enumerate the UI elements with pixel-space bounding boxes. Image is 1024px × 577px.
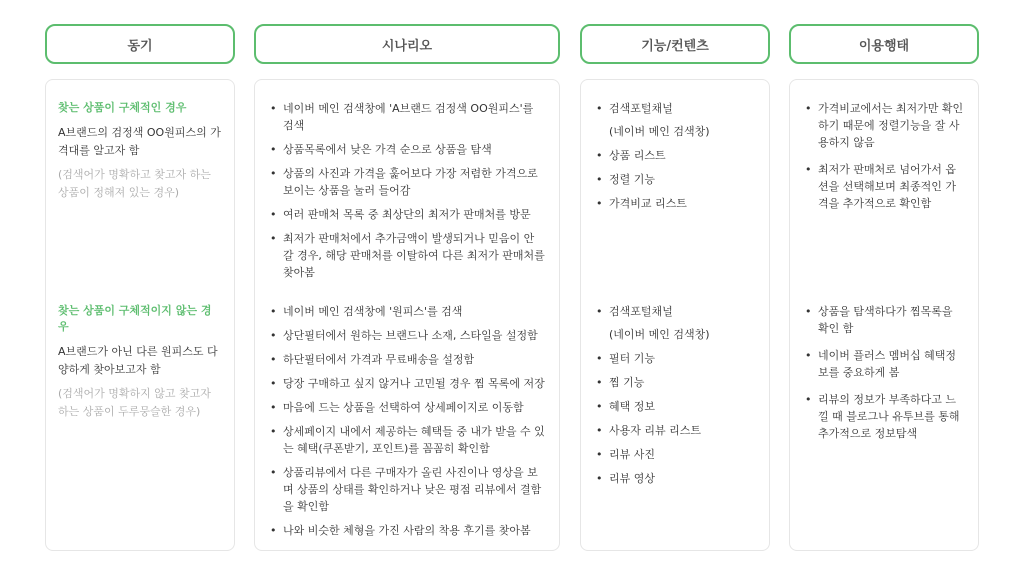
list-item: • 상세페이지 내에서 제공하는 혜택들 중 내가 받을 수 있는 혜택(쿠폰받기, 포인트)를 꼼꼼히 확인함: [270, 425, 545, 455]
behavior-nonspecific-list: [802, 303, 966, 442]
motive-specific-desc: A브랜드의 검정색 OO원피스의 가격대를 알고자 함: [58, 126, 221, 157]
list-item-text: (네이버 메인 검색창): [609, 125, 710, 138]
list-item: • 네이버 플러스 멤버십 혜택정보를 중요하게 봄: [805, 349, 957, 379]
list-item-text: 마음에 드는 상품을 선택하여 상세페이지로 이동함: [283, 401, 524, 414]
list-item: • 검색포털채널: [596, 102, 673, 115]
scenario-nonspecific: [267, 303, 547, 546]
list-item: • 상품목록에서 낮은 가격 순으로 상품을 탐색: [270, 143, 492, 156]
list-item-text: 검색포털채널: [609, 102, 673, 115]
list-item-text: 상품을 탐색하다가 찜목록을 확인 함: [818, 305, 953, 335]
list-item-text: 최저가 판매처에서 추가금액이 발생되거나 믿음이 안 갈 경우, 해당 판매처를 이탈하여 다른 최저가 판매처를 찾아봄: [283, 232, 545, 279]
list-item: • 사용자 리뷰 리스트: [596, 424, 702, 437]
list-item-text: 네이버 메인 검색창에 'A브랜드 검정색 OO원피스'를 검색: [283, 102, 534, 132]
list-item: • 정렬 기능: [596, 173, 656, 186]
list-item: • 하단필터에서 가격과 무료배송을 설정함: [270, 353, 475, 366]
list-item: • 리뷰 영상: [596, 472, 656, 485]
list-item: • 최저가 판매처로 넘어가서 옵션을 선택해보며 최종적인 가격을 추가적으로 확인함: [805, 163, 957, 210]
behavior-specific-list: [802, 100, 966, 212]
behavior-panel: [789, 79, 979, 551]
list-item: • 검색포털채널: [596, 305, 673, 318]
list-item-text: 네이버 메인 검색창에 '원피스'를 검색: [283, 305, 463, 318]
list-item-text: 나와 비슷한 체형을 가진 사람의 착용 후기를 찾아봄: [283, 524, 531, 537]
list-item-text: 리뷰의 정보가 부족하다고 느낄 때 블로그나 유투브를 통해 추가적으로 정보탐색: [818, 393, 960, 440]
header-features: [580, 24, 770, 64]
list-item: • 가격비교에서는 최저가만 확인하기 때문에 정렬기능을 잘 사용하지 않음: [805, 102, 964, 149]
behavior-specific: [802, 100, 966, 222]
list-item-text: 당장 구매하고 싶지 않거나 고민될 경우 찜 목록에 저장: [283, 377, 545, 390]
features-nonspecific: [593, 303, 757, 494]
list-item: • 리뷰의 정보가 부족하다고 느낄 때 블로그나 유투브를 통해 추가적으로 정보탐색: [805, 393, 960, 440]
motive-nonspecific-note: (검색어가 명확하지 않고 찾고자 하는 상품이 두루뭉슬한 경우): [58, 387, 211, 418]
list-item: • 가격비교 리스트: [596, 197, 687, 210]
scenario-specific-list: [267, 100, 547, 281]
scenario-panel: [254, 79, 560, 551]
list-item: • 필터 기능: [596, 352, 656, 365]
motive-nonspecific: [58, 303, 222, 421]
header-scenario-label: 시나리오: [381, 38, 433, 54]
motive-nonspecific-desc: A브랜드가 아닌 다른 원피스도 다양하게 찾아보고자 함: [58, 345, 218, 376]
motive-specific-title: 찾는 상품이 구체적인 경우: [58, 101, 187, 114]
list-item: • 최저가 판매처에서 추가금액이 발생되거나 믿음이 안 갈 경우, 해당 판매처를 이탈하여 다른 최저가 판매처를 찾아봄: [270, 232, 545, 279]
list-item: • 네이버 메인 검색창에 '원피스'를 검색: [270, 305, 463, 318]
header-scenario: [254, 24, 560, 64]
motive-specific-note: (검색어가 명확하고 찾고자 하는 상품이 정해져 있는 경우): [58, 168, 211, 199]
list-item: • 리뷰 사진: [596, 448, 656, 461]
motive-specific: [58, 100, 222, 202]
header-behavior: [789, 24, 979, 64]
list-item-text: 혜택 정보: [609, 400, 656, 413]
list-item: • 상품의 사진과 가격을 훑어보다 가장 저렴한 가격으로 보이는 상품을 눌러 들어감: [270, 167, 538, 197]
header-behavior-label: 이용행태: [858, 38, 910, 54]
list-item-text: 찜 기능: [609, 376, 645, 389]
list-item-text: 정렬 기능: [609, 173, 656, 186]
list-item-text: 상품목록에서 낮은 가격 순으로 상품을 탐색: [283, 143, 492, 156]
list-item-text: 가격비교에서는 최저가만 확인하기 때문에 정렬기능을 잘 사용하지 않음: [818, 102, 964, 149]
list-item: • 나와 비슷한 체형을 가진 사람의 착용 후기를 찾아봄: [270, 524, 531, 537]
list-item-text: 최저가 판매처로 넘어가서 옵션을 선택해보며 최종적인 가격을 추가적으로 확인함: [818, 163, 957, 210]
list-item-text: 상품 리스트: [609, 149, 666, 162]
list-item: • 상단필터에서 원하는 브랜드나 소재, 스타일을 설정함: [270, 329, 538, 342]
list-item: • 당장 구매하고 싶지 않거나 고민될 경우 찜 목록에 저장: [270, 377, 545, 390]
header-features-label: 기능/컨텐츠: [641, 38, 709, 54]
list-item-text: (네이버 메인 검색창): [609, 328, 710, 341]
features-specific-list: [593, 100, 757, 212]
header-motive: [45, 24, 235, 64]
list-item-text: 네이버 플러스 멤버십 혜택정보를 중요하게 봄: [818, 349, 957, 379]
list-item-text: 상품리뷰에서 다른 구매자가 올린 사진이나 영상을 보며 상품의 상태를 확인하거나 낮은 평점 리뷰에서 결함을 확인함: [283, 466, 542, 513]
list-item-sub: [593, 123, 757, 140]
list-item-text: 리뷰 영상: [609, 472, 656, 485]
behavior-nonspecific: [802, 303, 966, 452]
list-item: • 마음에 드는 상품을 선택하여 상세페이지로 이동함: [270, 401, 524, 414]
list-item: • 찜 기능: [596, 376, 645, 389]
list-item: • 여러 판매처 목록 중 최상단의 최저가 판매처를 방문: [270, 208, 531, 221]
motive-nonspecific-title: 찾는 상품이 구체적이지 않는 경우: [58, 304, 212, 333]
list-item: • 혜택 정보: [596, 400, 656, 413]
features-panel: [580, 79, 770, 551]
list-item-text: 검색포털채널: [609, 305, 673, 318]
header-motive-label: 동기: [127, 38, 153, 54]
list-item-text: 여러 판매처 목록 중 최상단의 최저가 판매처를 방문: [283, 208, 531, 221]
list-item-text: 필터 기능: [609, 352, 656, 365]
features-nonspecific-list: [593, 303, 757, 487]
list-item: • 상품리뷰에서 다른 구매자가 올린 사진이나 영상을 보며 상품의 상태를 확인하거나 낮은 평점 리뷰에서 결함을 확인함: [270, 466, 542, 513]
motive-panel: [45, 79, 235, 551]
list-item-text: 가격비교 리스트: [609, 197, 687, 210]
list-item: • 네이버 메인 검색창에 'A브랜드 검정색 OO원피스'를 검색: [270, 102, 534, 132]
list-item-text: 상단필터에서 원하는 브랜드나 소재, 스타일을 설정함: [283, 329, 538, 342]
list-item: • 상품 리스트: [596, 149, 666, 162]
list-item-text: 상품의 사진과 가격을 훑어보다 가장 저렴한 가격으로 보이는 상품을 눌러 들어감: [283, 167, 538, 197]
scenario-nonspecific-list: [267, 303, 547, 539]
list-item-text: 리뷰 사진: [609, 448, 656, 461]
list-item-text: 사용자 리뷰 리스트: [609, 424, 702, 437]
list-item-sub: [593, 326, 757, 343]
features-specific: [593, 100, 757, 219]
scenario-specific: [267, 100, 547, 288]
list-item-text: 상세페이지 내에서 제공하는 혜택들 중 내가 받을 수 있는 혜택(쿠폰받기, 포인트)를 꼼꼼히 확인함: [283, 425, 545, 455]
list-item: • 상품을 탐색하다가 찜목록을 확인 함: [805, 305, 953, 335]
list-item-text: 하단필터에서 가격과 무료배송을 설정함: [283, 353, 475, 366]
